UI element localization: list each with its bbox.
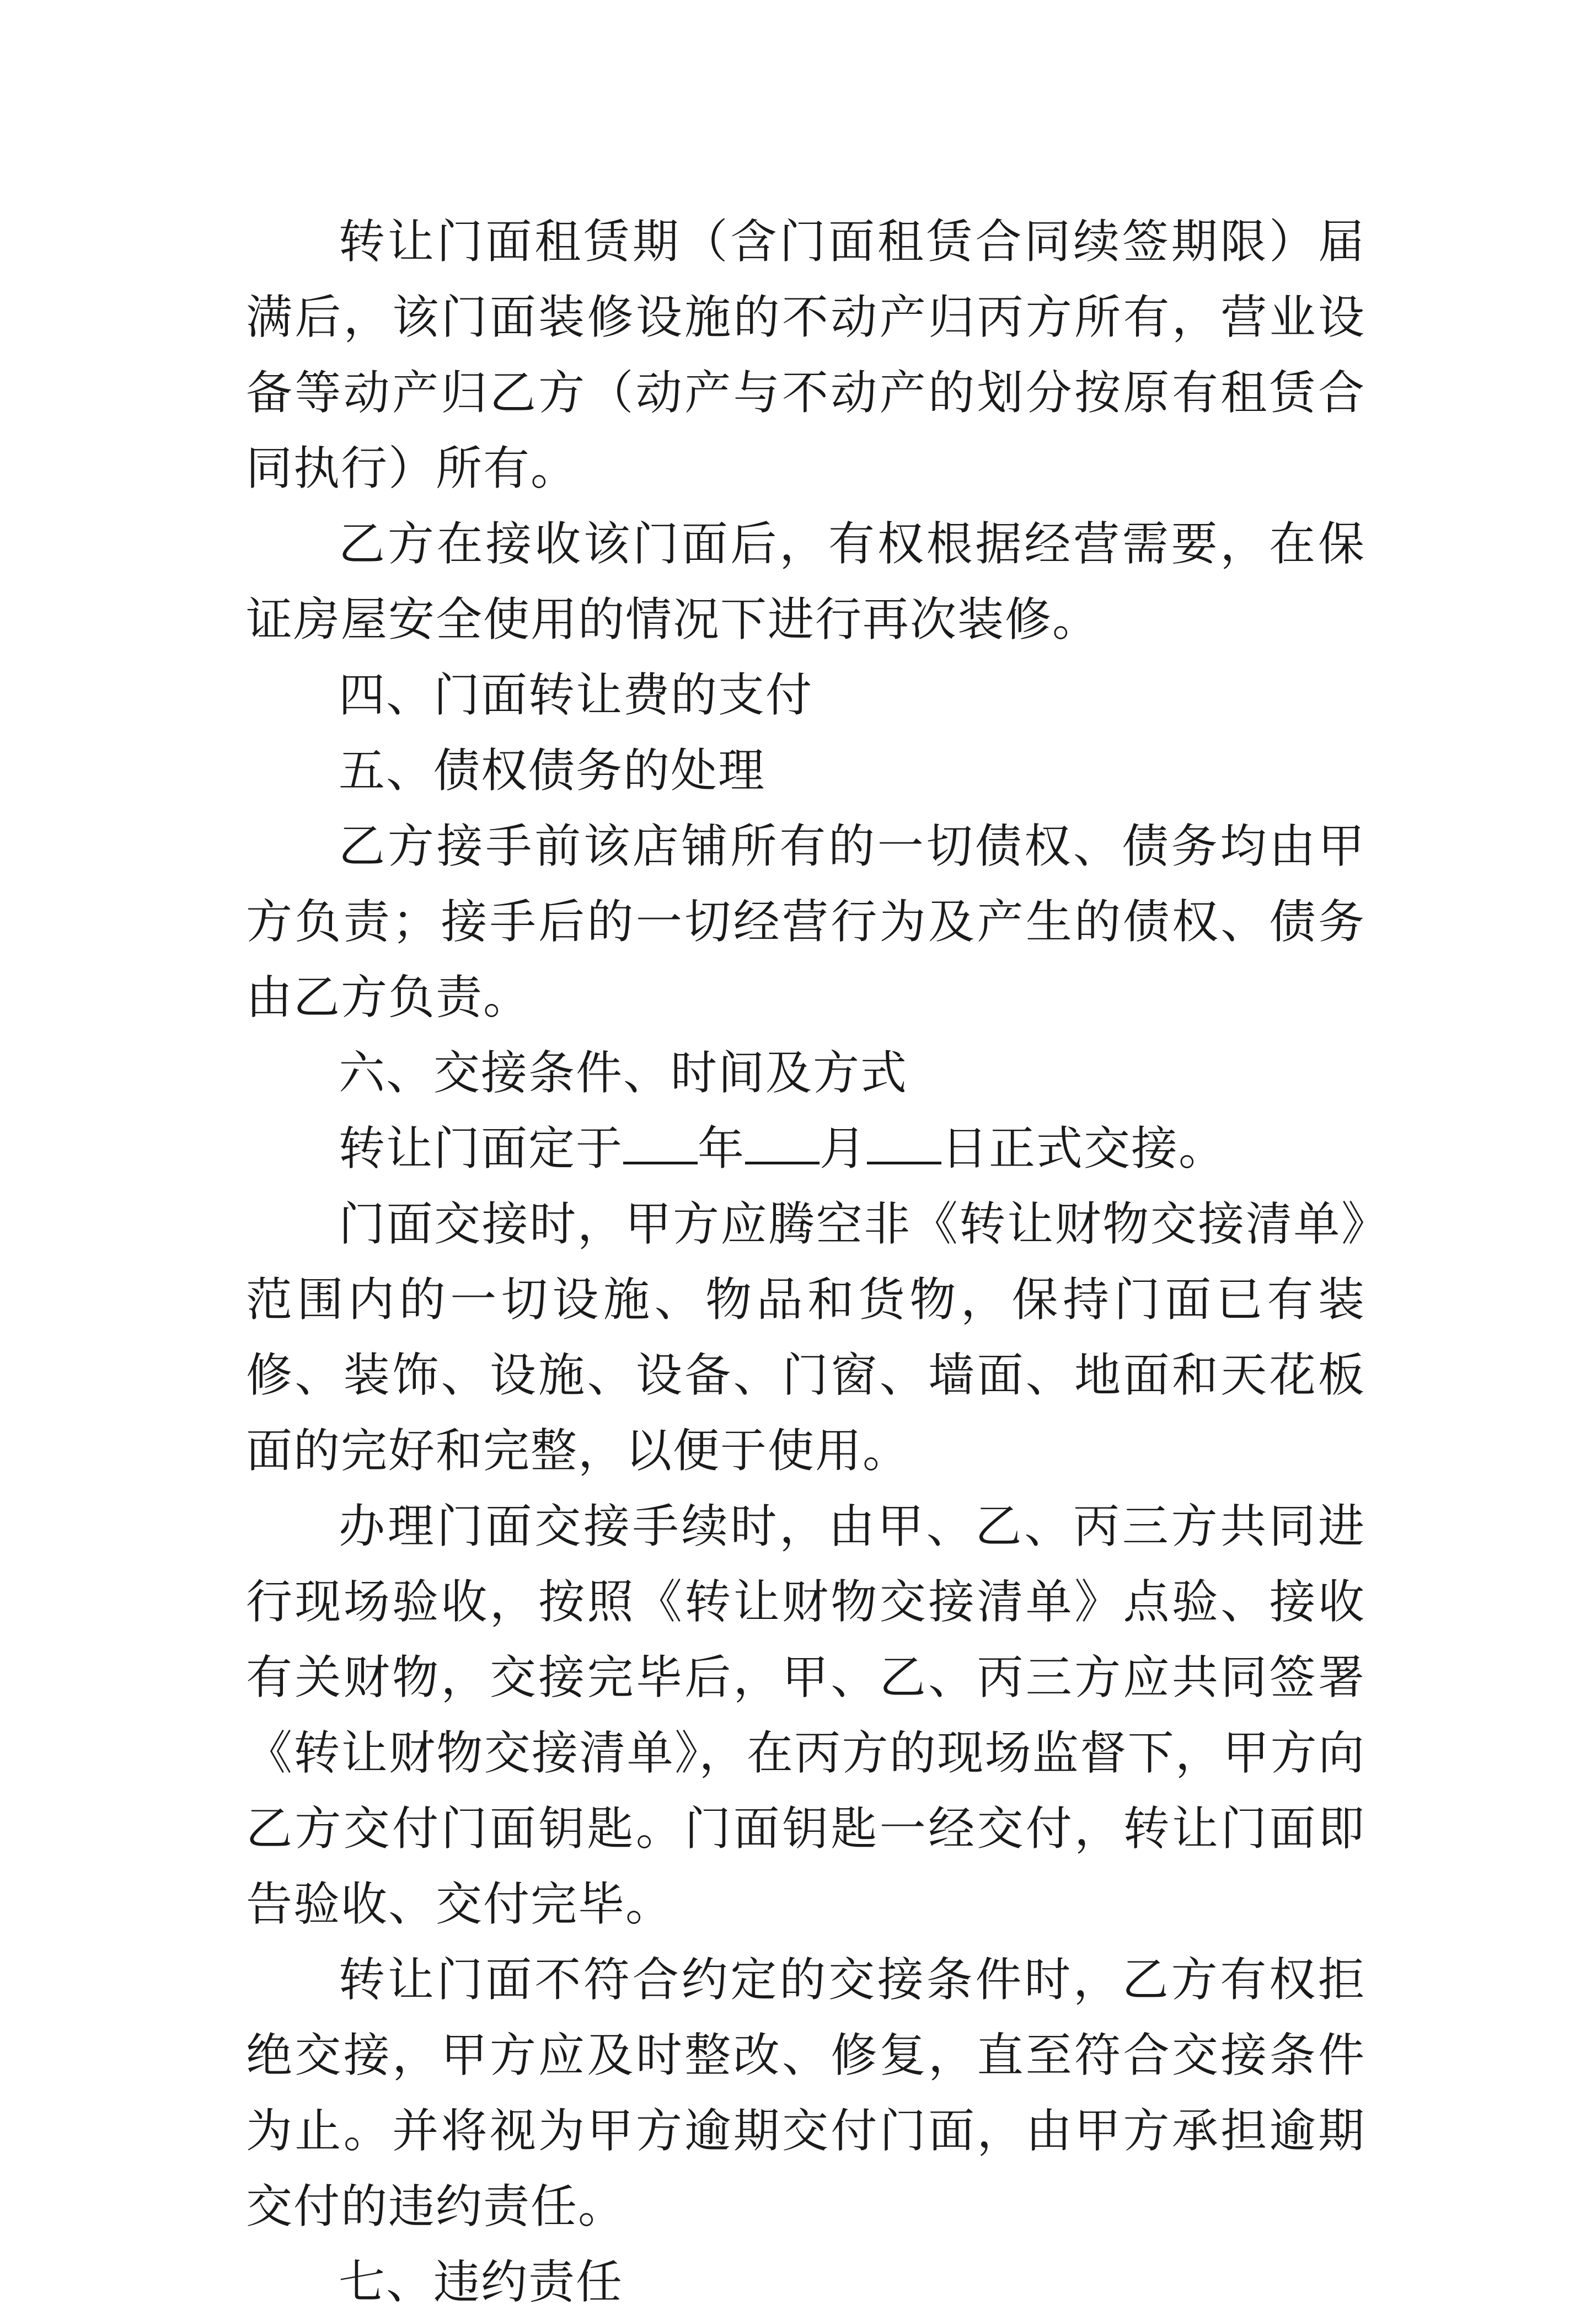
paragraph-handover-conditions: 门面交接时，甲方应腾空非《转让财物交接清单》范围内的一切设施、物品和货物，保持门面已有装修、装饰、设施、设备、门窗、墙面、地面和天花板面的完好和完整，以便于使用。: [246, 1197, 1365, 1478]
year-blank: [623, 1123, 698, 1164]
paragraph-handover-procedure: 办理门面交接手续时，由甲、乙、丙三方共同进行现场验收，按照《转让财物交接清单》点验、接收有关财物，交接完毕后，甲、乙、丙三方应共同签署《转让财物交接清单》，在丙方的现场监督下，甲方向乙方交付门面钥匙。门面钥匙一经交付，转让门面即告验收、交付完毕。: [246, 1499, 1365, 1931]
paragraph-debts: 乙方接手前该店铺所有的一切债权、债务均由甲方负责；接手后的一切经营行为及产生的债权、债务由乙方负责。: [246, 819, 1365, 1024]
paragraph-handover-refusal: 转让门面不符合约定的交接条件时，乙方有权拒绝交接，甲方应及时整改、修复，直至符合交接条件为止。并将视为甲方逾期交付门面，由甲方承担逾期交付的违约责任。: [246, 1953, 1365, 2233]
paragraph-lease-expiry: 转让门面租赁期（含门面租赁合同续签期限）届满后，该门面装修设施的不动产归丙方所有，营业设备等动产归乙方（动产与不动产的划分按原有租赁合同执行）所有。: [246, 215, 1365, 495]
paragraph-renovation-right: 乙方在接收该门面后，有权根据经营需要，在保证房屋安全使用的情况下进行再次装修。: [246, 517, 1365, 646]
date-suffix: 日正式交接。: [941, 1121, 1227, 1175]
date-prefix: 转让门面定于: [339, 1121, 624, 1175]
month-label: 月: [820, 1121, 867, 1175]
section-heading-payment: 四、门面转让费的支付: [339, 668, 813, 722]
year-label: 年: [698, 1121, 746, 1175]
day-blank: [867, 1123, 941, 1164]
section-heading-debts: 五、债权债务的处理: [339, 744, 766, 798]
month-blank: [745, 1123, 820, 1164]
section-heading-handover: 六、交接条件、时间及方式: [339, 1046, 908, 1100]
section-heading-liability: 七、违约责任: [339, 2255, 624, 2309]
document-body: [246, 204, 1365, 2320]
handover-date-line: [246, 1111, 1365, 1186]
